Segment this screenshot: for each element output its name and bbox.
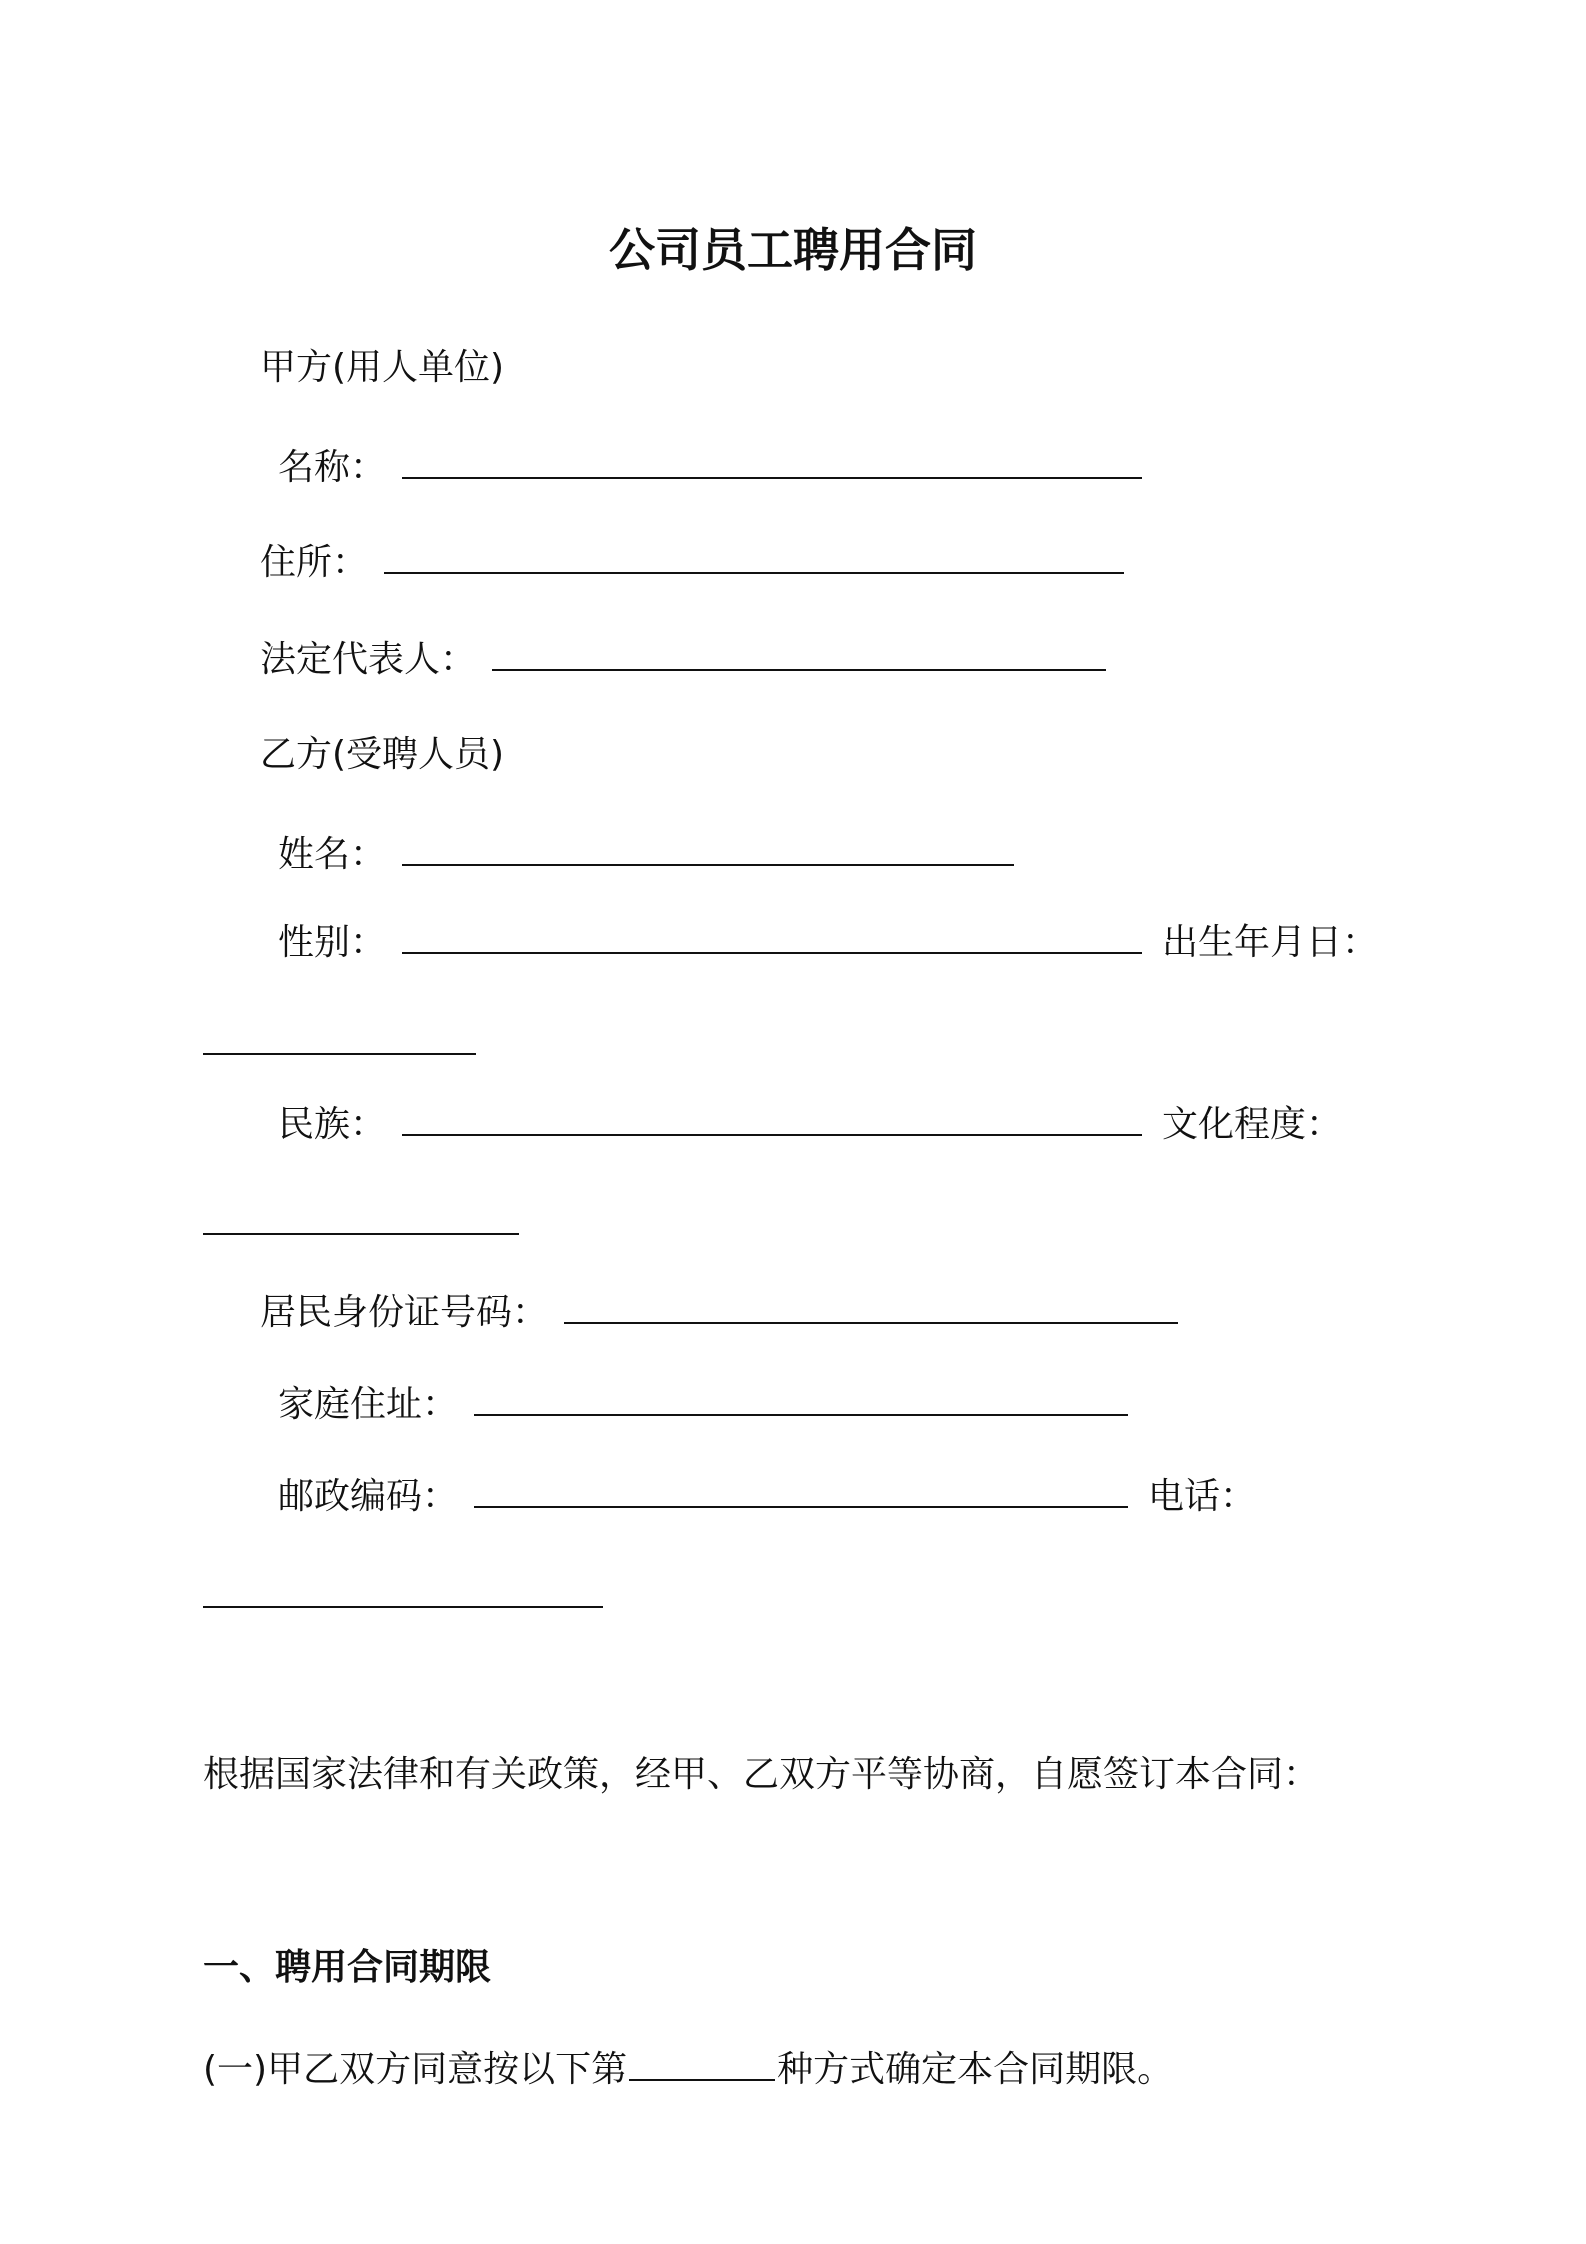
party-b-education-field[interactable] <box>203 1233 519 1235</box>
party-b-name-row <box>278 830 1014 880</box>
party-a-address-label: 住所： <box>260 542 369 583</box>
section-1-clause-1 <box>203 2045 1173 2095</box>
party-b-ethnicity-label: 民族： <box>278 1104 387 1145</box>
contract-term-method-field[interactable] <box>629 2045 775 2081</box>
party-b-id-number-field[interactable] <box>564 1288 1178 1324</box>
party-b-gender-label: 性别： <box>278 922 387 963</box>
party-a-legal-rep-label: 法定代表人： <box>260 639 477 680</box>
party-b-id-number-label: 居民身份证号码： <box>260 1292 549 1333</box>
party-a-address-row <box>260 538 1124 588</box>
party-b-home-address-label: 家庭住址： <box>278 1384 459 1425</box>
clause-1-text-after: 种方式确定本合同期限。 <box>777 2049 1174 2090</box>
party-a-legal-rep-field[interactable] <box>492 635 1106 671</box>
party-a-name-label: 名称： <box>278 447 387 488</box>
party-b-heading: 乙方(受聘人员) <box>260 734 505 775</box>
party-b-ethnicity-row <box>278 1100 1342 1150</box>
party-b-gender-field[interactable] <box>402 918 1142 954</box>
party-b-birthdate-label: 出生年月日： <box>1162 922 1379 963</box>
party-a-heading: 甲方(用人单位) <box>260 347 505 388</box>
party-b-name-label: 姓名： <box>278 834 387 875</box>
party-a-name-field[interactable] <box>402 443 1142 479</box>
clause-1-text-before: (一)甲乙双方同意按以下第 <box>203 2049 628 2090</box>
preamble: 根据国家法律和有关政策，经甲、乙双方平等协商，自愿签订本合同： <box>203 1754 1320 1795</box>
party-b-education-label: 文化程度： <box>1162 1104 1343 1145</box>
party-b-gender-row <box>278 918 1378 968</box>
party-b-postal-code-field[interactable] <box>474 1472 1128 1508</box>
section-1-heading: 一、聘用合同期限 <box>203 1947 492 1988</box>
party-b-ethnicity-field[interactable] <box>402 1100 1142 1136</box>
party-b-birthdate-field[interactable] <box>203 1053 476 1055</box>
party-a-address-field[interactable] <box>384 538 1124 574</box>
party-b-home-address-row <box>278 1380 1128 1430</box>
party-b-postal-code-label: 邮政编码： <box>278 1476 459 1517</box>
party-b-phone-field[interactable] <box>203 1606 603 1608</box>
party-a-legal-rep-row <box>260 635 1106 685</box>
party-b-phone-label: 电话： <box>1148 1476 1257 1517</box>
document-title: 公司员工聘用合同 <box>609 223 977 277</box>
party-b-postal-code-row <box>278 1472 1256 1522</box>
party-a-name-row <box>278 443 1142 493</box>
party-b-name-field[interactable] <box>402 830 1014 866</box>
party-b-id-number-row <box>260 1288 1178 1338</box>
party-b-home-address-field[interactable] <box>474 1380 1128 1416</box>
